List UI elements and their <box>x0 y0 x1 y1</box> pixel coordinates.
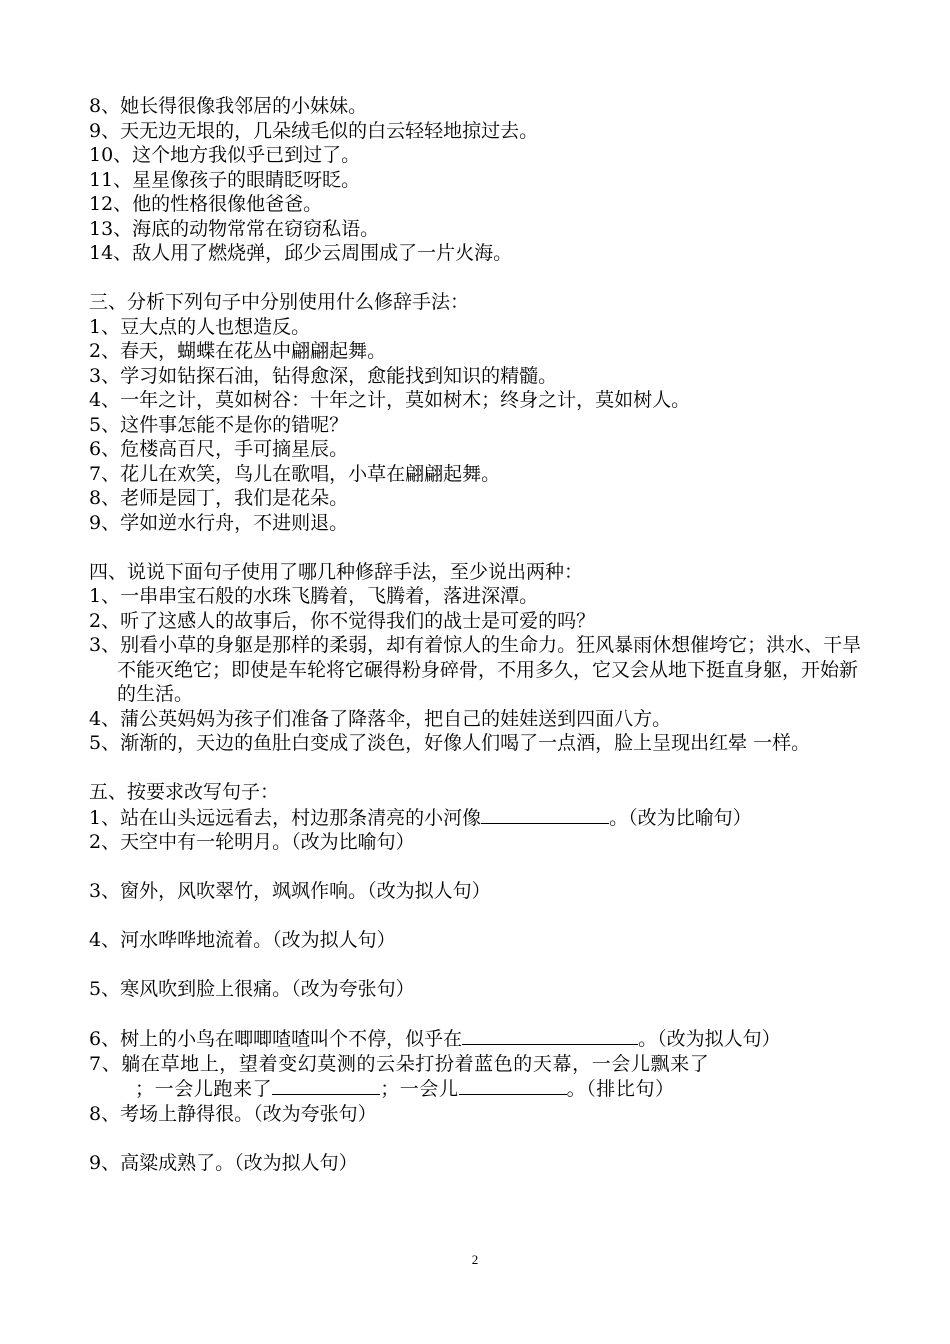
list-item: 13、海底的动物常常在窃窃私语。 <box>89 217 380 240</box>
rewrite-item-6-suffix: 。（改为拟人句） <box>638 1028 781 1050</box>
list-item: 4、蒲公英妈妈为孩子们准备了降落伞，把自己的娃娃送到四面八方。 <box>89 707 672 730</box>
list-item: 6、危楼高百尺，手可摘星辰。 <box>89 438 349 460</box>
answer-blank[interactable] <box>89 1077 135 1095</box>
rewrite-item-7-text: 7、躺在草地上，望着变幻莫测的云朵打扮着蓝色的天幕，一会儿飘来了 <box>89 1052 710 1075</box>
rewrite-item-5: 5、寒风吹到脸上很痛。（改为夸张句） <box>89 978 415 1000</box>
list-item: 5、渐渐的，天边的鱼肚白变成了淡色，好像人们喝了一点酒，脸上呈现出红晕 一样。 <box>89 732 811 754</box>
spacer <box>89 266 869 291</box>
rewrite-item-2: 2、天空中有一轮明月。（改为比喻句） <box>89 831 415 853</box>
rewrite-item-4: 4、河水哗哗地流着。（改为拟人句） <box>89 929 396 951</box>
list-item: 3、别看小草的身躯是那样的柔弱，却有着惊人的生命力。狂风暴雨休想催垮它；洪水、干旱不能灭绝它；即使是车轮将它碾得粉身碎骨，不用多久，它又会从地下挺直身躯，开始新的生活。 <box>89 634 862 705</box>
rewrite-item-8: 8、考场上静得很。（改为夸张句） <box>89 1102 377 1125</box>
list-item: 7、花儿在欢笑，鸟儿在歌唱，小草在翩翩起舞。 <box>89 462 501 485</box>
rewrite-item-1 <box>89 805 869 831</box>
list-item: 8、老师是园丁，我们是花朵。 <box>89 487 349 509</box>
list-item: 1、豆大点的人也想造反。 <box>89 315 311 338</box>
answer-blank[interactable] <box>272 1076 380 1095</box>
list-item: 11、星星像孩子的眼睛眨呀眨。 <box>89 168 361 191</box>
list-item: 1、一串串宝石般的水珠飞腾着，飞腾着，落进深潭。 <box>89 585 539 607</box>
rewrite-item-1-suffix: 。（改为比喻句） <box>609 806 752 829</box>
answer-space[interactable] <box>89 953 869 978</box>
rewrite-item-3: 3、窗外，风吹翠竹，飒飒作响。（改为拟人句） <box>89 880 491 902</box>
answer-space[interactable] <box>89 1126 869 1151</box>
answer-space[interactable] <box>89 904 869 929</box>
list-item: 9、天无边无垠的，几朵绒毛似的白云轻轻地掠过去。 <box>89 119 539 142</box>
list-item: 8、她长得很像我邻居的小妹妹。 <box>89 95 368 117</box>
rewrite-item-9: 9、高粱成熟了。（改为拟人句） <box>89 1151 358 1174</box>
rewrite-item-7-part2: ；一会儿跑来了 <box>135 1078 273 1100</box>
page-number: 2 <box>471 1252 479 1267</box>
answer-space[interactable] <box>89 1002 869 1027</box>
list-item: 3、学习如钻探石油，钻得愈深，愈能找到知识的精髓。 <box>89 364 558 387</box>
section-heading: 四、说说下面句子使用了哪几种修辞手法，至少说出两种： <box>89 560 584 583</box>
list-item: 2、听了这感人的故事后，你不觉得我们的战士是可爱的吗？ <box>89 609 596 632</box>
section-heading: 三、分析下列句子中分别使用什么修辞手法： <box>89 291 470 313</box>
list-item: 14、敌人用了燃烧弹，邱少云周围成了一片火海。 <box>89 242 513 264</box>
rewrite-item-7 <box>89 1052 869 1102</box>
answer-blank[interactable] <box>481 805 609 824</box>
rewrite-item-6 <box>89 1026 869 1052</box>
rewrite-item-7-suffix: 。（排比句） <box>566 1078 675 1100</box>
list-item: 9、学如逆水行舟，不进则退。 <box>89 511 349 534</box>
list-item: 4、一年之计，莫如树谷：十年之计，莫如树木；终身之计，莫如树人。 <box>89 389 691 411</box>
rewrite-item-1-text: 1、站在山头远远看去，村边那条清亮的小河像 <box>89 806 482 829</box>
list-item: 5、这件事怎能不是你的错呢？ <box>89 413 349 436</box>
list-item: 10、这个地方我似乎已到过了。 <box>89 144 361 166</box>
answer-blank[interactable] <box>462 1026 638 1045</box>
rewrite-item-7-part3: ；一会儿 <box>380 1078 459 1100</box>
answer-space[interactable] <box>89 855 869 880</box>
answer-blank[interactable] <box>459 1076 567 1095</box>
spacer <box>89 756 869 781</box>
section-heading: 五、按要求改写句子： <box>89 781 280 803</box>
document-content <box>89 94 869 1175</box>
rewrite-item-6-text: 6、树上的小鸟在唧唧喳喳叫个不停，似乎在 <box>89 1028 463 1050</box>
list-item: 2、春天，蝴蝶在花丛中翩翩起舞。 <box>89 340 387 362</box>
spacer <box>89 535 869 560</box>
list-item: 12、他的性格很像他爸爸。 <box>89 193 323 215</box>
